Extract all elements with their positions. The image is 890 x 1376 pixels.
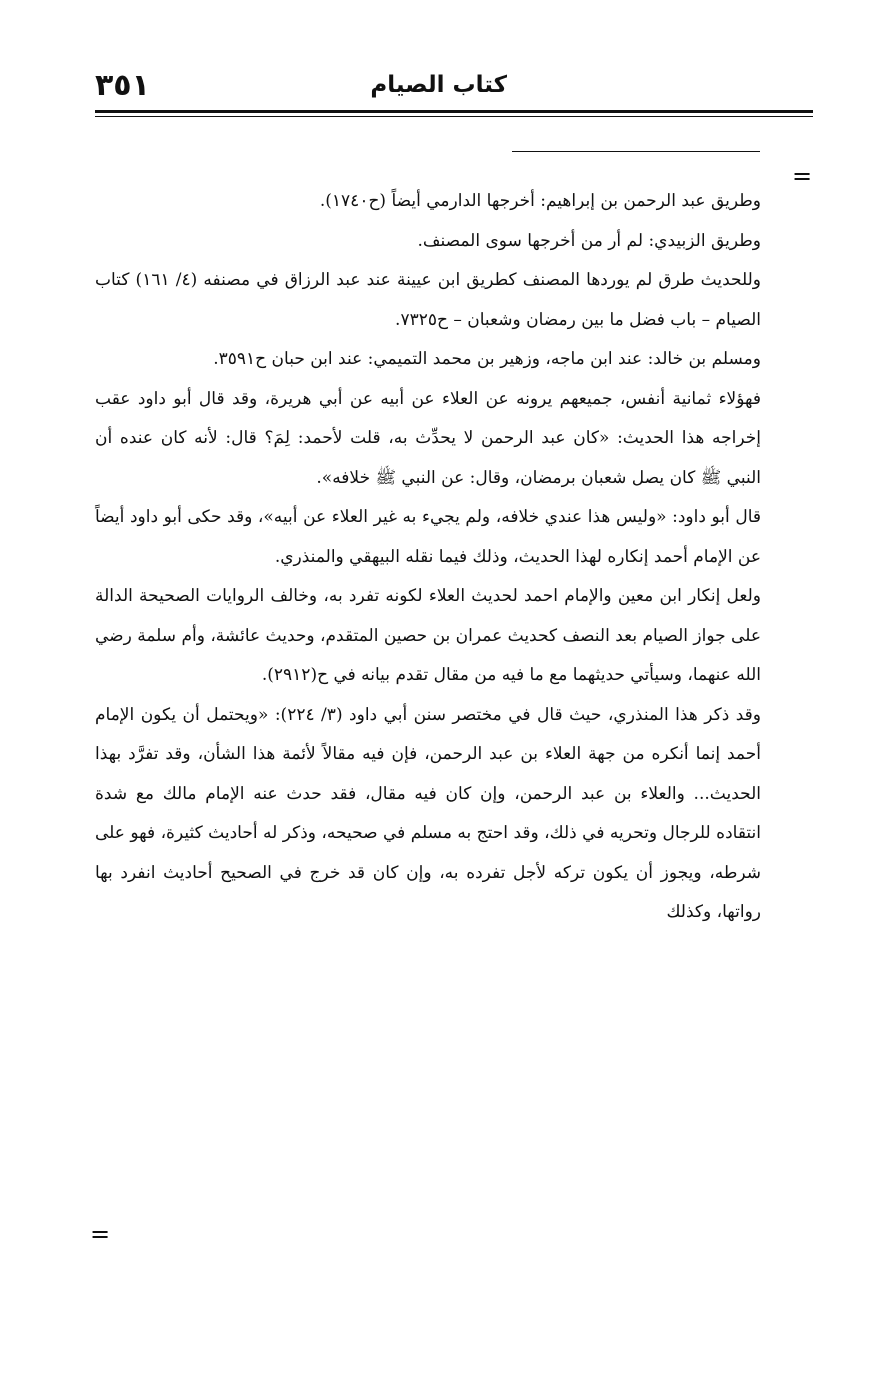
header-rule-thin xyxy=(95,116,813,117)
paragraph: وطريق الزبيدي: لم أر من أخرجها سوى المصنف. xyxy=(417,230,761,251)
paragraph: ولعل إنكار ابن معين والإمام احمد لحديث العلاء لكونه تفرد به، وخالف الروايات الصحيحة الدالة على جواز الصيام بعد النصف كحديث عمران بن حصين المتقدم، وحديث عائشة، وأم سلمة رضي الله عنهما، وسيأتي حديثهما مع ما فيه من مقال تقدم بيانه في ح(٢٩١٢). xyxy=(95,586,761,685)
paragraph: قال أبو داود: «وليس هذا عندي خلافه، ولم يجيء به غير العلاء عن أبيه»، وقد حكى أبو داود أيضاً عن الإمام أحمد إنكاره لهذا الحديث، وذلك فيما نقله البيهقي والمنذري. xyxy=(95,507,761,567)
paragraph: وقد ذكر هذا المنذري، حيث قال في مختصر سنن أبي داود (٣/ ٢٢٤): «ويحتمل أن يكون الإمام أحمد إنما أنكره من جهة العلاء بن عبد الرحمن، فإن فيه مقالاً لأئمة هذا الشأن، وقد تفرَّد بهذا الحديث... والعلاء بن عبد الرحمن، وإن كان فيه مقال، فقد حدث عنه الإمام مالك مع شدة انتقاده للرجال وتحريه في ذلك، وقد احتج به مسلم في صحيحه، وذكر له أحاديث كثيرة، فهو على شرطه، ويجوز أن يكون تركه لأجل تفرده به، وإن كان قد خرج في الصحيح أحاديث انفرد بها رواتها، وكذلك xyxy=(95,704,761,922)
page-number: ٣٥١ xyxy=(95,68,150,103)
paragraph: ومسلم بن خالد: عند ابن ماجه، وزهير بن محمد التميمي: عند ابن حبان ح٣٥٩١. xyxy=(213,349,761,369)
paragraph: فهؤلاء ثمانية أنفس، جميعهم يرونه عن العلاء عن أبيه عن أبي هريرة، وقد قال أبو داود عقب إخراجه هذا الحديث: «كان عبد الرحمن لا يحدِّث به، قلت لأحمد: لِمَ؟ قال: لأنه كان عنده أن النبي ﷺ كان يصل شعبان برمضان، وقال: عن النبي ﷺ خلافه». xyxy=(95,388,761,488)
header-rule-thick xyxy=(95,110,813,113)
paragraph: وللحديث طرق لم يوردها المصنف كطريق ابن عيينة عند عبد الرزاق في مصنفه (٤/ ١٦١) كتاب الصيام – باب فضل ما بين رمضان وشعبان – ح٧٣٢٥. xyxy=(95,270,761,330)
running-title: كتاب الصيام xyxy=(370,72,507,98)
page-header xyxy=(95,60,813,112)
paragraph: وطريق عبد الرحمن بن إبراهيم: أخرجها الدارمي أيضاً (ح١٧٤٠). xyxy=(319,191,761,211)
footnote-body xyxy=(95,182,761,933)
continuation-mark-bottom: = xyxy=(90,1220,111,1248)
continuation-mark-top: = xyxy=(792,162,813,190)
footnote-separator xyxy=(512,151,760,152)
